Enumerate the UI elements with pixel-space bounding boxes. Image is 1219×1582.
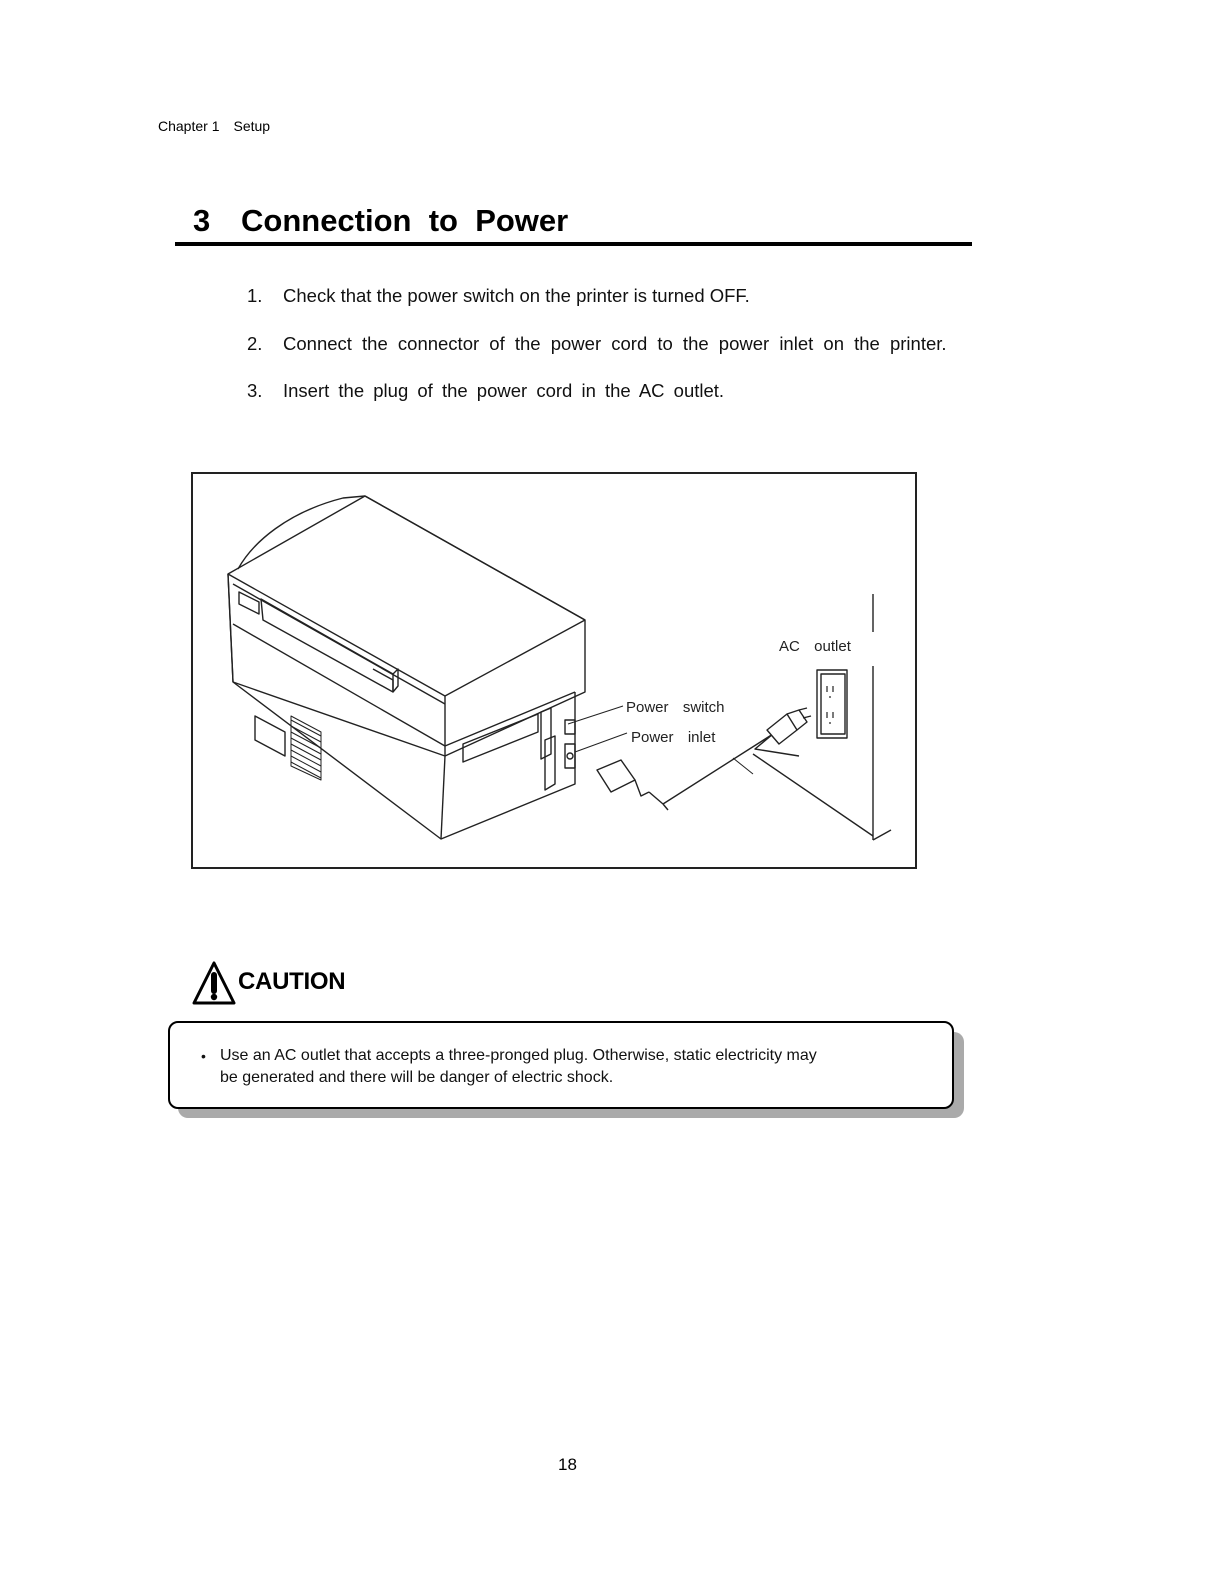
- ac-outlet-label: AC outlet: [779, 638, 851, 655]
- printer-illustration: [193, 474, 915, 867]
- page-number: 18: [558, 1455, 577, 1474]
- section-number: 3: [193, 203, 211, 238]
- step-item: [247, 332, 987, 380]
- step-number: 2.: [247, 332, 263, 354]
- caution-box: [168, 1021, 954, 1109]
- step-number: 3.: [247, 380, 263, 401]
- caution-heading: [192, 958, 345, 1006]
- step-number: 1.: [247, 285, 263, 306]
- step-text: Check that the power switch on the printer is turned OFF.: [283, 285, 750, 306]
- power-inlet-label: Power inlet: [631, 729, 716, 746]
- power-switch-label: Power switch: [626, 699, 725, 716]
- bullet-icon: •: [201, 1048, 206, 1064]
- page-title: [193, 200, 972, 242]
- step-item: [247, 284, 987, 332]
- section-heading: [175, 200, 972, 246]
- step-item: [247, 379, 987, 427]
- title-rule: [175, 242, 972, 246]
- section-label: Setup: [233, 118, 271, 134]
- caution-line-2: be generated and there will be danger of electric shock.: [220, 1069, 614, 1086]
- step-text: Insert the plug of the power cord in the AC outlet.: [283, 380, 725, 401]
- section-title: Connection to Power: [241, 203, 569, 238]
- warning-triangle-icon: [192, 960, 236, 1006]
- caution-text: [201, 1045, 920, 1089]
- caution-label: CAUTION: [238, 968, 346, 995]
- step-text: Connect the connector of the power cord to the power inlet on the printer.: [283, 332, 947, 354]
- printer-connection-figure: [191, 472, 917, 869]
- running-head: [158, 118, 270, 134]
- chapter-label: Chapter 1: [158, 118, 220, 134]
- caution-line-1: Use an AC outlet that accepts a three-pronged plug. Otherwise, static electricity may: [220, 1047, 817, 1064]
- step-list: [247, 284, 987, 427]
